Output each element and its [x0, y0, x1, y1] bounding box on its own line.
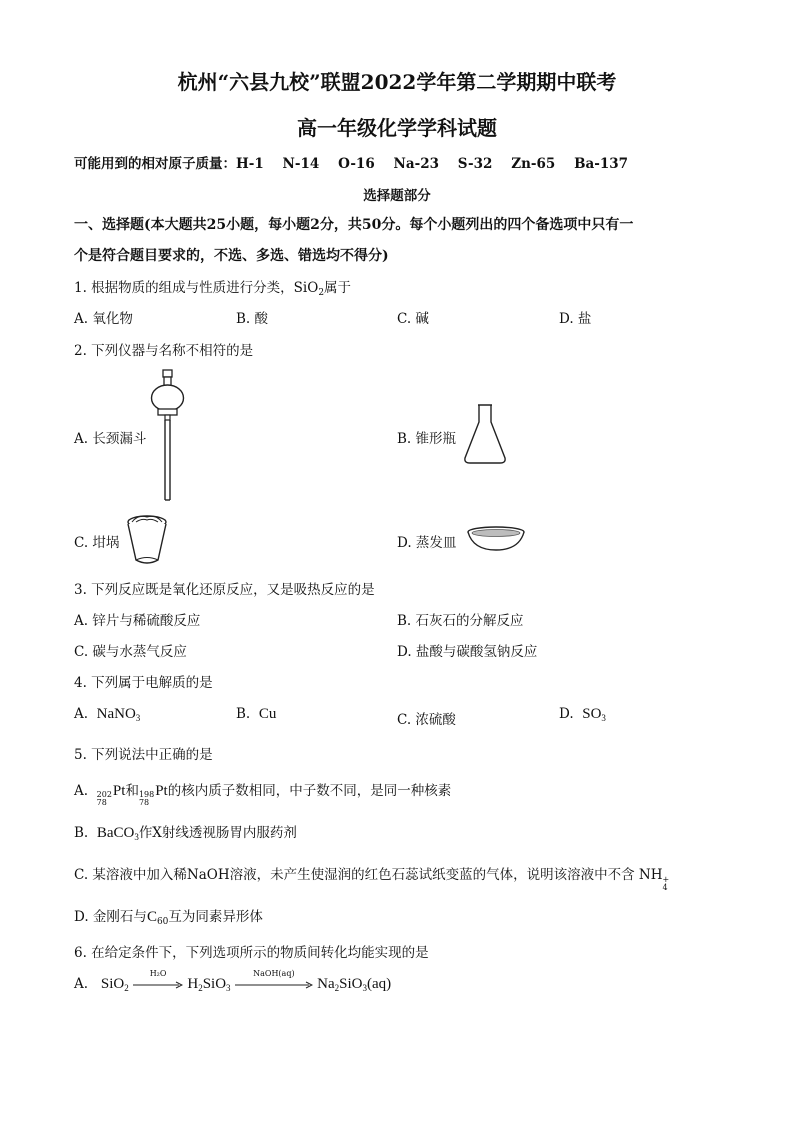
q1-option-a: A. 氧化物 [74, 311, 133, 327]
instructions-line-2: 个是符合题目要求的，不选、多选、错选均不得分) [74, 248, 389, 264]
q1-option-b: B. 酸 [236, 311, 269, 327]
question-5-stem: 5. 下列说法中正确的是 [74, 747, 213, 763]
question-3-stem: 3. 下列反应既是氧化还原反应，又是吸热反应的是 [74, 582, 375, 598]
q5-option-b: B. BaCO$_3$作X射线透视肠胃内服药剂 [74, 825, 297, 842]
q2-option-c: C. 坩埚 [74, 535, 120, 551]
evaporating-dish-image [465, 524, 527, 554]
q4-option-a: A. NaNO$_3$ [74, 706, 141, 723]
q2-option-b: B. 锥形瓶 [397, 431, 457, 447]
q5-option-c: C. 某溶液中加入稀NaOH溶液，未产生使湿润的红色石蕊试纸变蓝的气体，说明该溶液中不含 NH + 4 [74, 867, 670, 892]
long-neck-funnel-image [148, 368, 188, 504]
exam-subtitle: 高一年级化学学科试题 [297, 116, 497, 140]
q2-option-d: D. 蒸发皿 [397, 535, 457, 551]
q5-option-a: A. 202 78 Pt和 198 78 Pt的核内质子数相同，中子数不同，是同一种核素 [74, 783, 452, 807]
q4-option-c: C. 浓硫酸 [397, 712, 456, 728]
question-4-stem: 4. 下列属于电解质的是 [74, 675, 213, 691]
reaction-arrow-2: NaOH(aq) [235, 981, 313, 989]
question-1-stem: 1. 根据物质的组成与性质进行分类，SiO$_2$属于 [74, 280, 352, 298]
exam-title: 杭州“六县九校”联盟2022学年第二学期期中联考 [177, 70, 617, 94]
question-6-stem: 6. 在给定条件下，下列选项所示的物质间转化均能实现的是 [74, 945, 429, 961]
erlenmeyer-flask-image [462, 402, 508, 466]
q1-option-c: C. 碱 [397, 311, 429, 327]
reaction-arrow-1: H₂O [133, 981, 183, 989]
q6-option-a: A. SiO$_2$ H₂O $H_2SiO_3$ NaOH(aq) $Na_2SiO_3(aq)$ [74, 968, 392, 993]
q3-option-d: D. 盐酸与碳酸氢钠反应 [397, 644, 538, 660]
question-2-stem: 2. 下列仪器与名称不相符的是 [74, 343, 254, 359]
section-heading: 选择题部分 [363, 188, 431, 204]
atomic-mass-line: 可能用到的相对原子质量：H-1 N-14 O-16 Na-23 S-32 Zn-65 Ba-137 [74, 156, 629, 172]
q1-option-d: D. 盐 [559, 311, 592, 327]
q3-option-b: B. 石灰石的分解反应 [397, 613, 524, 629]
q2-option-a: A. 长颈漏斗 [74, 431, 147, 447]
q3-option-a: A. 锌片与稀硫酸反应 [74, 613, 201, 629]
q5-option-d: D. 金刚石与$C_{60}$互为同素异形体 [74, 909, 263, 927]
crucible-image [124, 510, 170, 566]
instructions-line-1: 一、选择题(本大题共25小题，每小题2分，共50分。每个小题列出的四个备选项中只有一 [74, 217, 634, 233]
q3-option-c: C. 碳与水蒸气反应 [74, 644, 187, 660]
q4-option-b: B. Cu [236, 706, 277, 722]
q4-option-d: D. $SO_3$ [559, 706, 606, 723]
